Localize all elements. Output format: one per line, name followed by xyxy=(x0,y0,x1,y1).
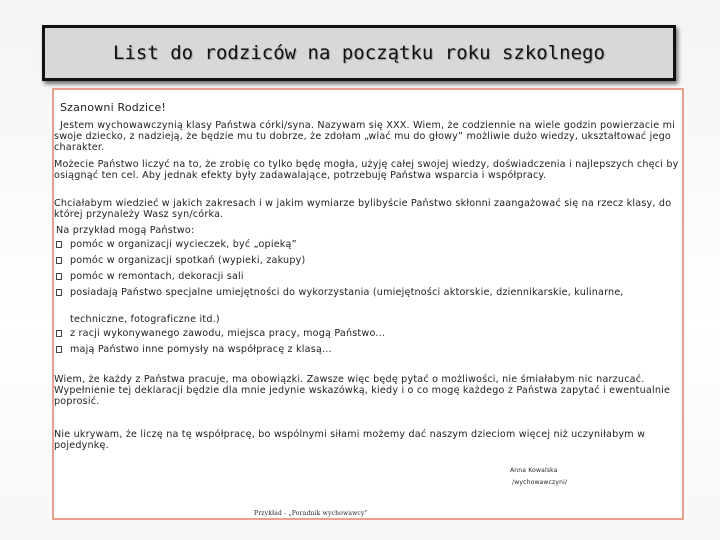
list-item xyxy=(56,271,244,282)
paragraph-support: Możecie Państwo liczyć na to, że zrobię co tylko będę mogła, użyję całej swojej wiedzy, doświadczenia i najlepszych chęci by osiągnąć ten cel. Aby jednak efekty były zadawalające, potrzebuję Państwa wsparcia i współpracy. xyxy=(54,159,679,181)
list-item xyxy=(56,344,332,355)
letter-content-box xyxy=(52,88,684,520)
list-item xyxy=(56,328,385,339)
letter-greeting: Szanowni Rodzice! xyxy=(60,101,167,114)
list-item-text: pomóc w remontach, dekoracji sali xyxy=(70,271,244,282)
paragraph-intro: Jestem wychowawczynią klasy Państwa córki/syna. Nazywam się XXX. Wiem, że codziennie na wiele godzin powierzacie mi swoje dziecko, z nadzieją, że będzie mu tu dobrze, że zdołam „wlać mu do głowy” możliwie dużo wiedzy, ukształtować jego charakter. xyxy=(54,120,675,153)
list-item-continuation: techniczne, fotograficzne itd.) xyxy=(70,314,220,325)
signature-role: /wychowawczyni/ xyxy=(512,479,568,486)
paragraph-engagement: Chciałabym wiedzieć w jakich zakresach i w jakim wymiarze bylibyście Państwo skłonni zaangażować się na rzecz klasy, do której przynależy Wasz syn/córka. xyxy=(54,198,672,220)
title-box xyxy=(42,25,676,81)
list-item-text: z racji wykonywanego zawodu, miejsca pracy, mogą Państwo... xyxy=(70,328,386,339)
paragraph-examples-intro: Na przykład mogą Państwo: xyxy=(56,225,195,236)
checkbox-icon xyxy=(56,273,62,280)
list-item-text: pomóc w organizacji wycieczek, być „opieką” xyxy=(70,239,297,250)
checkbox-icon xyxy=(56,257,62,264)
slide-title: List do rodziców na początku roku szkolnego xyxy=(113,42,605,64)
list-item xyxy=(56,255,305,266)
list-item-text: posiadają Państwo specjalne umiejętności do wykorzystania (umiejętności aktorskie, dziennikarskie, kulinarne, xyxy=(70,287,624,298)
checkbox-icon xyxy=(56,289,62,296)
checkbox-icon xyxy=(56,241,62,248)
paragraph-obligations: Wiem, że każdy z Państwa pracuje, ma obowiązki. Zawsze więc będę pytać o możliwości, nie śmiałabym nic narzucać. Wypełnienie tej deklaracji będzie dla mnie jedynie wskazówką, kiedy i o co mogę każdego z Państwa zapytać i ewentualnie poprosić. xyxy=(54,374,671,407)
list-item-text: pomóc w organizacji spotkań (wypieki, zakupy) xyxy=(70,255,306,266)
paragraph-cooperation: Nie ukrywam, że liczę na tę współpracę, bo wspólnymi siłami możemy dać naszym dzieciom więcej niż uczyniłabym w pojedynkę. xyxy=(54,429,646,451)
signature-name: Anna Kowalska xyxy=(510,467,558,474)
list-item xyxy=(56,239,297,250)
list-item xyxy=(56,287,676,298)
checkbox-icon xyxy=(56,346,62,353)
source-note: Przykład - „Poradnik wychowawcy” xyxy=(254,510,368,517)
checkbox-icon xyxy=(56,330,62,337)
list-item-text: mają Państwo inne pomysły na współpracę z klasą... xyxy=(70,344,332,355)
